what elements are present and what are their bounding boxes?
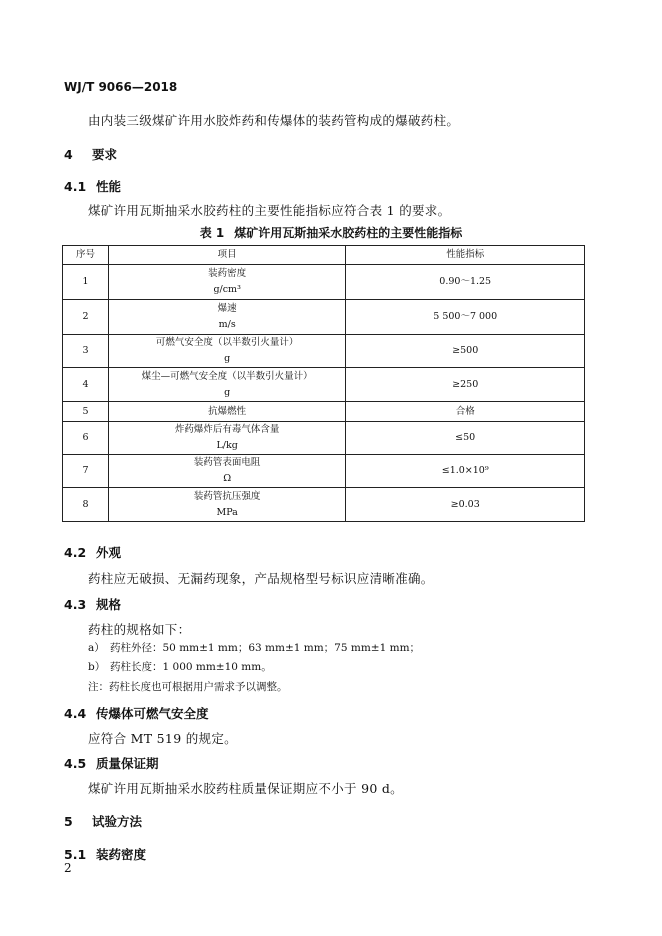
row-item	[108, 335, 346, 368]
header-cell-value: 性能指标	[346, 246, 585, 265]
caption-number: 表 1	[199, 226, 225, 240]
list-text: 药柱长度：1 000 mm±10 mm。	[110, 661, 272, 673]
row-number: 5	[63, 402, 109, 422]
item-name: 装药密度	[208, 268, 247, 279]
section-number: 5.1	[64, 847, 87, 862]
list-label: a）	[88, 642, 105, 654]
row-item	[108, 455, 346, 488]
table-row	[63, 488, 585, 522]
row-item	[108, 265, 346, 300]
row-item	[108, 488, 346, 522]
table-row	[63, 455, 585, 488]
section-4-heading	[64, 145, 117, 163]
item-unit: m/s	[218, 319, 236, 330]
section-number: 4.4	[64, 706, 87, 721]
caption-title: 煤矿许用瓦斯抽采水胶药柱的主要性能指标	[234, 226, 463, 240]
spec-item-b	[88, 659, 272, 674]
row-value: 0.90～1.25	[346, 265, 585, 300]
row-value: ≤1.0×10⁹	[346, 455, 585, 488]
item-name: 装药管表面电阻	[193, 457, 261, 468]
section-5-1-heading	[64, 845, 146, 863]
section-title: 质量保证期	[96, 756, 159, 771]
item-name: 爆速	[217, 303, 237, 314]
table-row	[63, 402, 585, 422]
row-value: 合格	[346, 402, 585, 422]
section-4-3-paragraph: 药柱的规格如下：	[88, 622, 191, 637]
header-cell-item: 项目	[108, 246, 346, 265]
row-number: 6	[63, 422, 109, 455]
item-unit: g	[224, 386, 231, 398]
section-title: 传爆体可燃气安全度	[96, 706, 209, 721]
section-4-4-paragraph: 应符合 MT 519 的规定。	[88, 731, 237, 746]
table-row	[63, 300, 585, 335]
item-name: 装药管抗压强度	[193, 490, 261, 502]
table-row	[63, 368, 585, 402]
section-title: 外观	[96, 545, 122, 560]
table-row	[63, 335, 585, 368]
list-label: b）	[88, 661, 106, 673]
section-5-heading	[64, 812, 142, 830]
row-value: ≤50	[346, 422, 585, 455]
section-4-1-heading	[64, 177, 121, 195]
document-header-code: WJ/T 9066—2018	[64, 80, 178, 94]
item-name: 可燃气安全度（以半数引火量计）	[155, 337, 299, 348]
section-number: 4.3	[64, 597, 87, 612]
page-number: 2	[64, 861, 72, 875]
section-number: 5	[64, 814, 73, 829]
row-item	[108, 422, 346, 455]
spec-note: 注：药柱长度也可根据用户需求予以调整。	[88, 681, 288, 693]
row-number: 3	[63, 335, 109, 368]
item-name: 煤尘—可燃气安全度（以半数引火量计）	[141, 370, 313, 382]
section-4-3-heading	[64, 595, 121, 613]
section-title: 规格	[96, 597, 122, 612]
row-number: 7	[63, 455, 109, 488]
section-title: 试验方法	[92, 814, 143, 829]
row-number: 4	[63, 368, 109, 402]
section-number: 4.2	[64, 545, 87, 560]
section-title: 性能	[96, 179, 122, 194]
section-4-2-heading	[64, 543, 121, 561]
row-value: ≥250	[346, 368, 585, 402]
row-number: 1	[63, 265, 109, 300]
item-unit: g	[224, 353, 231, 364]
item-unit: Ω	[223, 473, 232, 484]
section-4-2-paragraph: 药柱应无破损、无漏药现象，产品规格型号标识应清晰准确。	[88, 571, 434, 586]
section-number: 4	[64, 147, 73, 162]
table-row	[63, 422, 585, 455]
row-value: ≥0.03	[346, 488, 585, 522]
header-cell-no: 序号	[63, 246, 109, 265]
item-unit: L/kg	[216, 440, 238, 451]
section-4-4-heading	[64, 704, 209, 722]
table-1-caption	[0, 224, 662, 241]
section-title: 要求	[92, 147, 118, 162]
item-unit: g/cm³	[213, 284, 241, 295]
table-header-row	[63, 246, 585, 265]
item-name: 炸药爆炸后有毒气体含量	[174, 424, 280, 435]
section-number: 4.1	[64, 179, 87, 194]
row-value: 5 500～7 000	[346, 300, 585, 335]
row-number: 2	[63, 300, 109, 335]
section-number: 4.5	[64, 756, 87, 771]
performance-table	[62, 245, 585, 522]
table-row	[63, 265, 585, 300]
intro-paragraph: 由内装三级煤矿许用水胶炸药和传爆体的装药管构成的爆破药柱。	[88, 113, 460, 128]
section-4-1-paragraph: 煤矿许用瓦斯抽采水胶药柱的主要性能指标应符合表 1 的要求。	[88, 203, 451, 218]
row-value: ≥500	[346, 335, 585, 368]
section-4-5-paragraph: 煤矿许用瓦斯抽采水胶药柱质量保证期应不小于 90 d。	[88, 781, 403, 796]
row-number: 8	[63, 488, 109, 522]
row-item	[108, 300, 346, 335]
spec-item-a	[88, 640, 420, 655]
row-item: 抗爆燃性	[108, 402, 346, 422]
item-unit: MPa	[216, 506, 238, 518]
row-item	[108, 368, 346, 402]
section-4-5-heading	[64, 754, 159, 772]
section-title: 装药密度	[96, 847, 147, 862]
list-text: 药柱外径：50 mm±1 mm；63 mm±1 mm；75 mm±1 mm；	[110, 642, 421, 654]
